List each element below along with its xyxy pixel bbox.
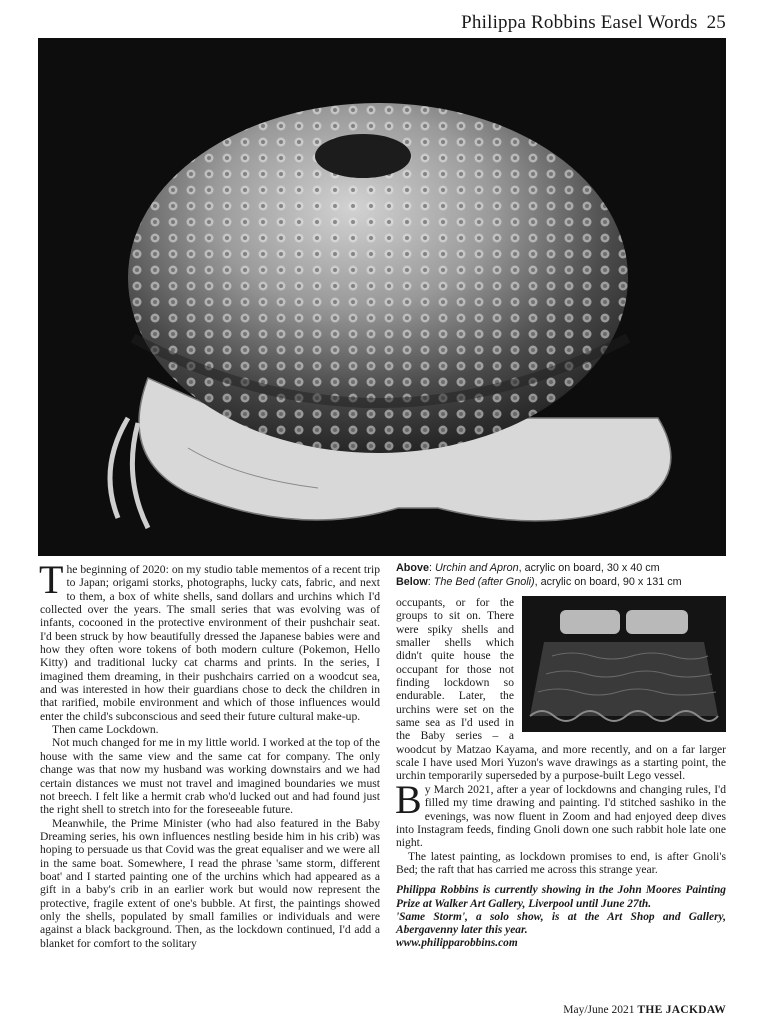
image-captions: [396, 562, 726, 589]
bed-painting-illustration: [522, 596, 726, 732]
header-author: Philippa Robbins: [461, 12, 596, 33]
bio-line-1: Philippa Robbins is currently showing in the John Moores Painting Prize at Walker Art Gallery, Liverpool until June 27th.: [396, 884, 726, 910]
article-paragraph-3: Not much changed for me in my little world. I worked at the top of the house with the same view and the same cat for company. The only change was that now my husband was working downstairs and we had certain distances we must not travel and imagined boundaries we must not breech. I felt like a hermit crab who'd lucked out and had found just the right shell to stretch into for the foreseeable future.: [40, 736, 380, 817]
article-paragraph-2: Then came Lockdown.: [52, 723, 159, 737]
article-right-column: [396, 562, 726, 951]
caption-below: Below: The Bed (after Gnoli), acrylic on board, 90 x 131 cm: [396, 575, 682, 588]
artist-bio: [396, 884, 726, 950]
urchin-painting-illustration: [38, 38, 726, 556]
drop-cap-b: B: [395, 776, 422, 822]
article-left-column: [39, 557, 380, 950]
urchin-and-apron-painting: [38, 38, 726, 556]
page-footer: [563, 1004, 726, 1016]
drop-cap-t: T: [39, 557, 64, 602]
artist-website: www.philipparobbins.com: [396, 937, 518, 950]
page-header: [461, 12, 726, 34]
footer-magazine: THE JACKDAW: [637, 1004, 726, 1016]
article-paragraph-7: The latest painting, as lockdown promises to end, is after Gnoli's Bed; the raft that has carried me across this strange year.: [396, 849, 726, 876]
article-paragraph-5: occupants, or for the groups to sit on. There were spiky shells and smaller shells which didn't quite house the occupant for those not finding lockdown so endurable. Later, the urchins were set on the same sea as I'd used in the Baby series – a woodcut by Matzao Kayama, and more recently, and on a far larger scale I have used Mori Yuzon's wave drawings as a starting point, the urchin temporarily superseded by a purpose-built Lego vessel.: [396, 596, 726, 783]
bio-line-2: 'Same Storm', a solo show, is at the Art Shop and Gallery, Abergavenny later this year.: [396, 910, 726, 937]
header-section: Easel Words: [600, 12, 698, 33]
article-paragraph-4: Meanwhile, the Prime Minister (who had also featured in the Baby Dreaming series, his own influences nestling beside him in his crib) was hoping to persuade us that Covid was the great equaliser and we were all in the same boat. Somewhere, I read the phrase 'same storm, different boat' and I started painting one of the urchins which had appeared as a gift in a baby's crib in an earlier work but would now represent the protective, fragile extent of one's bubble. At first, the paintings showed only the shells, populated by small families or individuals and were against a black background. Then, as the lockdown continued, I'd add a blanket for comfort to the solitary: [40, 816, 380, 950]
article-paragraph-6: y March 2021, after a year of lockdowns and changing rules, I'd filled my time drawing and painting. I'd stitched sashiko in the evenings, was now fluent in Zoom and had enjoyed deep dives into Instagram feeds, finding Gnoli down one such rabbit hole late one night.: [396, 782, 726, 850]
page-number: 25: [706, 12, 726, 33]
article-paragraph-1: he beginning of 2020: on my studio table mementos of a recent trip to Japan; origami storks, photographs, lucky cats, fabric, and next to them, a box of white shells, sand dollars and urchins which I'd collected over the years. The small series that was evolving was of infants, cocooned in the protective environment of their pushchair seat. I'd been struck by how beautifully dressed the Japanese babies were and how they often wore tokens of both modern culture (Pokemon, Hello Kitty) and traditional lucky cat charms and prints. In the series, I imagined them dreaming, in their pushchairs carried on a woodcut sea, and was interested in how their guardians chose to deck the children in that rarified, mobile environment and which of those influences would enter the child's subconscious and seed their future cultural make-up.: [40, 563, 380, 723]
footer-issue: May/June 2021: [563, 1004, 635, 1016]
the-bed-painting: [522, 596, 726, 732]
caption-above: Above: Urchin and Apron, acrylic on board, 30 x 40 cm: [396, 562, 660, 574]
